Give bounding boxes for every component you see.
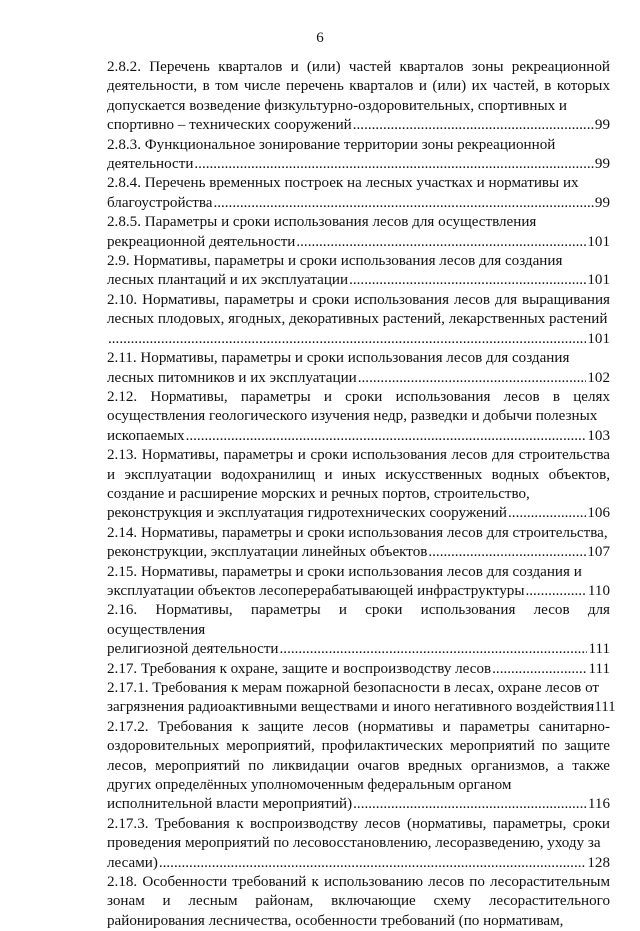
toc-page-number: 103 xyxy=(587,427,610,444)
toc-entry-last-line: лесных плантаций и их эксплуатации xyxy=(107,272,349,289)
table-of-contents xyxy=(107,58,616,931)
toc-dot-leader xyxy=(508,504,586,523)
toc-dot-leader xyxy=(349,271,586,290)
toc-entry-text: 2.13. Нормативы, параметры и сроки использования лесов для строительства и эксплуатации водохранилищ и иных искусственных водных объектов, создание и расширение морских и речных портов, строительство, xyxy=(107,447,610,502)
toc-entry-last-line: благоустройства xyxy=(107,194,213,211)
toc-entry-last-line: рекреационной деятельности xyxy=(107,233,296,250)
toc-dot-leader xyxy=(280,640,588,659)
toc-entry-text: 2.14. Нормативы, параметры и сроки использования лесов для строительства, xyxy=(107,524,608,541)
toc-entry-last-line: эксплуатации объектов лесоперерабатывающей инфраструктуры xyxy=(107,582,525,599)
toc-entry-text: 2.8.2. Перечень кварталов и (или) частей кварталов зоны рекреационной деятельности, в том числе перечень кварталов и (или) их частей, в которых допускается возведение физкультурно-оздоровительных, спортивных и xyxy=(107,59,610,114)
toc-entry-text: 2.11. Нормативы, параметры и сроки использования лесов для создания xyxy=(107,350,570,367)
toc-leader-line xyxy=(107,194,610,213)
toc-entry-last-line: деятельности xyxy=(107,156,194,173)
toc-page-number: 101 xyxy=(587,272,610,289)
page-number: 6 xyxy=(316,30,324,46)
toc-entry-2-8-5[interactable] xyxy=(107,213,610,252)
toc-dot-leader xyxy=(353,116,594,135)
toc-page-number: 99 xyxy=(594,117,610,134)
toc-page-number: 110 xyxy=(587,582,610,599)
toc-dot-leader xyxy=(194,155,594,174)
toc-entry-2-17-3[interactable] xyxy=(107,815,610,873)
toc-entry-text: 2.10. Нормативы, параметры и сроки использования лесов для выращивания лесных плодовых, ягодных, декоративных растений, лекарственных растений xyxy=(107,291,610,328)
toc-entry-last-line: ископаемых xyxy=(107,427,185,444)
toc-entry-text: 2.8.3. Функциональное зонирование территории зоны рекреационной xyxy=(107,136,556,153)
toc-leader-line xyxy=(107,795,610,814)
toc-leader-line xyxy=(107,330,610,349)
toc-dot-leader xyxy=(296,233,586,252)
toc-entry-text: 2.8.5. Параметры и сроки использования лесов для осуществления xyxy=(107,214,537,231)
toc-entry-text: 2.12. Нормативы, параметры и сроки использования лесов в целях осуществления геологического изучения недр, разведки и добычи полезных xyxy=(107,388,610,425)
toc-entry-text: 2.8.4. Перечень временных построек на лесных участках и нормативы их xyxy=(107,175,579,192)
toc-page-number: 102 xyxy=(587,369,610,386)
toc-entry-last-line: загрязнения радиоактивными веществами и иного негативного воздействия xyxy=(107,699,595,716)
toc-page-number: 101 xyxy=(587,233,610,250)
toc-entry-2-12[interactable] xyxy=(107,388,610,446)
toc-entry-2-8-3[interactable] xyxy=(107,136,610,175)
toc-entry-2-17[interactable] xyxy=(107,660,610,679)
toc-dot-leader xyxy=(159,854,587,873)
toc-page-number: 107 xyxy=(587,544,610,561)
toc-entry-2-8-4[interactable] xyxy=(107,174,610,213)
toc-page-number: 128 xyxy=(587,854,610,871)
toc-leader-line xyxy=(107,233,610,252)
toc-leader-line xyxy=(107,660,610,679)
toc-leader-line xyxy=(107,504,610,523)
toc-page-number: 99 xyxy=(594,194,610,211)
toc-entry-text: 2.16. Нормативы, параметры и сроки использования лесов для осуществления xyxy=(107,602,610,638)
toc-page-number: 99 xyxy=(594,156,610,173)
toc-page-number: 101 xyxy=(587,330,610,347)
toc-entry-2-11[interactable] xyxy=(107,349,610,388)
toc-dot-leader xyxy=(353,795,587,814)
toc-entry-2-16[interactable] xyxy=(107,601,610,659)
toc-entry-last-line: спортивно – технических сооружений xyxy=(107,117,352,134)
toc-dot-leader xyxy=(213,194,593,213)
toc-leader-line xyxy=(107,640,610,659)
toc-entry-2-18[interactable] xyxy=(107,873,610,931)
toc-dot-leader xyxy=(108,330,586,349)
toc-entry-last-line: религиозной деятельности xyxy=(107,641,279,658)
toc-page-number: 111 xyxy=(594,699,616,716)
toc-leader-line xyxy=(107,116,610,135)
toc-entry-2-17-2[interactable] xyxy=(107,718,610,815)
toc-leader-line xyxy=(107,582,610,601)
toc-entry-last-line: лесных питомников и их эксплуатации xyxy=(107,369,357,386)
toc-dot-leader xyxy=(525,582,586,601)
toc-dot-leader xyxy=(358,369,587,388)
toc-entry-last-line: исполнительной власти мероприятий) xyxy=(107,796,353,813)
toc-entry-text: 2.17.2. Требования к защите лесов (нормативы и параметры санитарно-оздоровительных мероприятий, профилактических мероприятий по защите лесов, мероприятий по ликвидации очагов вредных организмов, а также других определённых уполномоченным федеральным органом xyxy=(107,718,610,794)
toc-entry-2-9[interactable] xyxy=(107,252,610,291)
toc-leader-line xyxy=(107,698,616,717)
toc-page-number: 111 xyxy=(588,660,610,677)
toc-leader-line xyxy=(107,427,610,446)
toc-page-number: 106 xyxy=(587,505,610,522)
toc-leader-line xyxy=(107,369,610,388)
toc-entry-text: 2.17.3. Требования к воспроизводству лесов (нормативы, параметры, сроки проведения мероприятий по лесовосстановлению, лесоразведению, уходу за xyxy=(107,815,610,852)
toc-entry-2-13[interactable] xyxy=(107,446,610,524)
toc-entry-last-line: реконструкция и эксплуатация гидротехнических сооружений xyxy=(107,505,508,522)
toc-entry-text: 2.15. Нормативы, параметры и сроки использования лесов для создания и xyxy=(107,563,582,580)
toc-page-number: 116 xyxy=(587,796,610,813)
toc-dot-leader xyxy=(186,427,587,446)
toc-leader-line xyxy=(107,543,610,562)
toc-leader-line xyxy=(107,271,610,290)
toc-entry-last-line: 2.17. Требования к охране, защите и воспроизводству лесов xyxy=(107,660,492,677)
toc-dot-leader xyxy=(492,660,587,679)
toc-leader-line xyxy=(107,155,610,174)
toc-entry-2-15[interactable] xyxy=(107,563,610,602)
toc-page-number: 111 xyxy=(588,641,610,658)
toc-entry-text: 2.18. Особенности требований к использованию лесов по лесорастительным зонам и лесным районам, включающие схему лесорастительного районирования лесничества, особенности требований (по нормативам, xyxy=(107,874,610,929)
toc-entry-text: 2.9. Нормативы, параметры и сроки использования лесов для создания xyxy=(107,253,563,270)
toc-entry-2-8-2[interactable] xyxy=(107,58,610,136)
toc-entry-text: 2.17.1. Требования к мерам пожарной безопасности в лесах, охране лесов от xyxy=(107,680,600,696)
toc-entry-2-17-1[interactable] xyxy=(107,679,616,718)
toc-entry-last-line: реконструкции, эксплуатации линейных объектов xyxy=(107,544,428,561)
toc-entry-2-10[interactable] xyxy=(107,291,610,349)
toc-dot-leader xyxy=(428,543,586,562)
toc-entry-2-14[interactable] xyxy=(107,524,610,563)
toc-leader-line xyxy=(107,854,610,873)
toc-entry-last-line: лесами) xyxy=(107,854,158,871)
